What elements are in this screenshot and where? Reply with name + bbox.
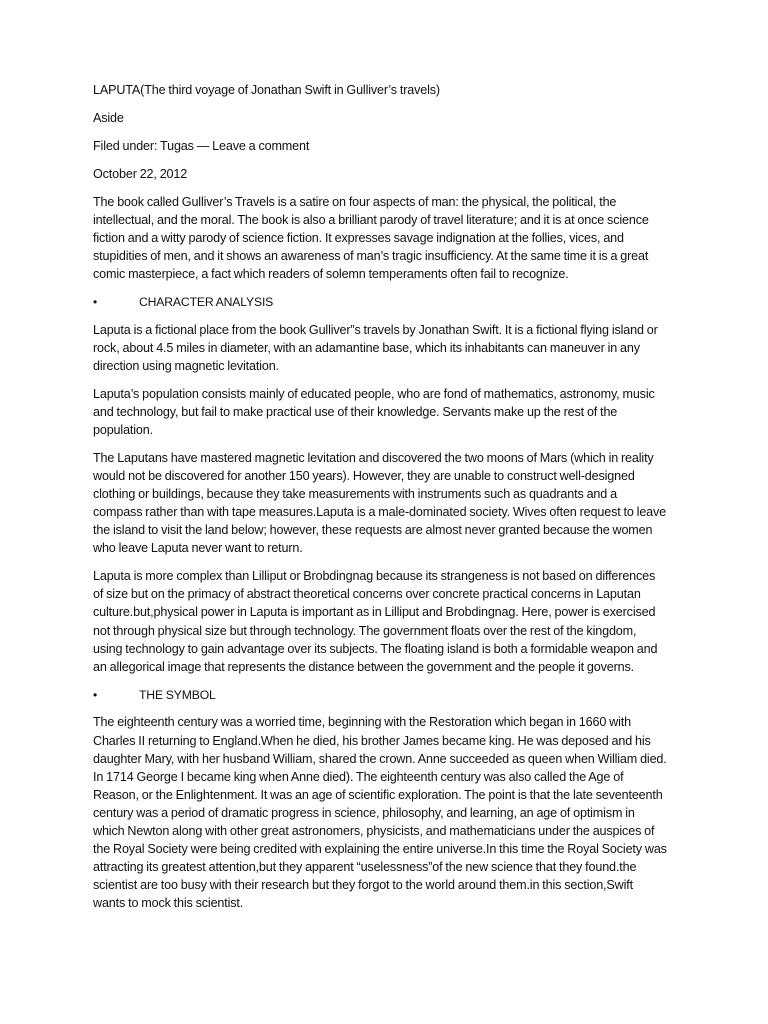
document-page: [93, 81, 667, 922]
symbol-heading: [93, 686, 667, 704]
filed-under: Filed under: Tugas — Leave a comment: [93, 138, 310, 153]
symbol-paragraph-1: The eighteenth century was a worried time, beginning with the Restoration which began in 1660 with Charles II returning to England.When he died, his brother James became king. He was deposed and his daughter Mary, with her husband William, shared the crown. Anne succeeded as queen when William died. In 1714 George I became king when Anne died). The eighteenth century was also called the Age of Reason, or the Enlightenment. It was an age of scientific exploration. The point is that the late seventeenth century was a period of dramatic progress in science, philosophy, and learning, an age of optimism in which Newton along with other great astronomers, physicists, and mathematicians under the auspices of the Royal Society were being credited with explaining the entire universe.In this time the Royal Society was attracting its greatest attention,but they apparent “uselessness”of the new science that they found.the scientist are too busy with their research but they forgot to the world around them.in this section,Swift wants to mock this scientist.: [93, 715, 667, 911]
character-paragraph-2: Laputa’s population consists mainly of educated people, who are fond of mathematics, astronomy, music and technology, but fail to make practical use of their knowledge. Servants make up the rest of the population.: [93, 386, 655, 437]
heading-text: CHARACTER ANALYSIS: [139, 294, 274, 309]
heading-text: THE SYMBOL: [139, 687, 216, 702]
intro-paragraph: The book called Gulliver’s Travels is a satire on four aspects of man: the physical, the political, the intellectual, and the moral. The book is also a brilliant parody of travel literature; and it is at once science fiction and a witty parody of science fiction. It expresses savage indignation at the follies, vices, and stupidities of men, and it shows an awareness of man’s tragic insufficiency. At the same time it is a great comic masterpiece, a fact which readers of solemn temperaments often fail to recognize.: [93, 194, 649, 281]
character-paragraph-1: Laputa is a fictional place from the book Gulliver”s travels by Jonathan Swift. It is a fictional flying island or rock, about 4.5 miles in diameter, with an adamantine base, which its inhabitants can maneuver in any direction using magnetic levitation.: [93, 322, 658, 373]
bullet-icon: •: [93, 687, 98, 702]
post-date: October 22, 2012: [93, 166, 188, 181]
character-paragraph-4: Laputa is more complex than Lilliput or Brobdingnag because its strangeness is not based on differences of size but on the primacy of abstract theoretical concerns over concrete practical concerns in Laputan culture.but,physical power in Laputa is important as in Lilliput and Brobdingnag. Here, power is exercised not through physical size but through technology. The government floats over the rest of the kingdom, using technology to gain advantage over its subjects. The floating island is both a formidable weapon and an allegorical image that represents the distance between the government and the people it governs.: [93, 569, 658, 674]
character-analysis-heading: [93, 293, 667, 311]
bullet-icon: •: [93, 294, 98, 309]
document-title: LAPUTA(The third voyage of Jonathan Swift in Gulliver’s travels): [93, 83, 440, 97]
character-paragraph-3: The Laputans have mastered magnetic levitation and discovered the two moons of Mars (which in reality would not be discovered for another 150 years). However, they are unable to construct well-designed clothing or buildings, because they take measurements with instruments such as quadrants and a compass rather than with tape measures.Laputa is a male-dominated society. Wives often request to leave the island to visit the land below; however, these requests are almost never granted because the women who leave Laputa never want to return.: [93, 450, 667, 556]
post-format: Aside: [93, 110, 124, 125]
